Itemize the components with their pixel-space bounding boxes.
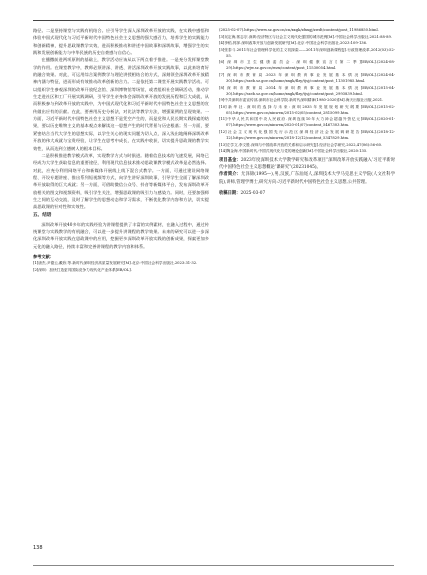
received-value: 2025-03-07 — [240, 190, 266, 196]
reference-item: [10]新华社.深圳的选择与未来:深圳2035年发展规划研究纲要[EB/OL].(2015-02-05).https://www.gov.cn/xinwen/2015-02/05/content_2815099.htm. — [219, 104, 395, 115]
left-column — [33, 27, 209, 273]
body-paragraph: 二是积极推进教学模式改革，实现教学方式与时俱进。随着信息技术的飞速发展，网络已经成为大学生获取信息的重要途径，利用现代信息技术推动思政课教学模式改革是必然选择。对此，应充分利用网络平台和新媒体开展线上线下混合式教学。一方面，可通过建设网络课程、开设专题讲座、推出系列短视频等方式，向学生讲好深圳故事，引导学生全面了解深圳改革开放取得的巨大成就；另一方面，可借助微信公众号、抖音等新媒体平台，发布深圳改革开放相关的图文和视频资料，吸引学生关注，增强思政课的吸引力与感染力。同时，还要加强师生之间的互动交流，及时了解学生的思想动态和学习需求，不断优化教学内容和方法，切实提高思政课的针对性和实效性。 — [33, 152, 209, 210]
footer-rule — [33, 565, 394, 566]
author-label: 作者简介： — [219, 172, 242, 178]
reference-item: [7]深圳市教育局.2023年深圳教育事业发展基本情况[EB/OL].(2024-04-30).https://szeb.sz.gov.cn/home/xxgk/flzy/tjsj/content/post_11301985.html. — [219, 72, 395, 83]
right-column — [219, 27, 395, 201]
reference-item: [14]陶金海,中国新时代,中国式现代化与党的理论创新[M].中国社会科学出版社,2020:135. — [219, 149, 368, 154]
reference-item: [6]深圳市卫生健康委员会.深圳健康宣言[第二季][EB/OL].(2024-08-29).https://wjw.sz.gov.cn/wzx/content/post_11530054.html. — [219, 60, 395, 71]
reference-item: (2025-02-07).https://www.sz.gov.cn/cn/xxgk/zfxxgj/zwdt/content/post_11986850.html. — [219, 28, 379, 32]
section-heading: 五、结语 — [33, 212, 52, 218]
author-text: 尤泽锦(1995—),男,汉族,广东汕尾人,深圳技术大学马克思主义学院(人文社科学院),讲师,管理学博士,研究方向:习近平新时代中国特色社会主义思想,公共管理。 — [219, 172, 396, 185]
fund-label: 项目基金： — [219, 157, 241, 163]
reference-item: [11]中华人民共和国中央人民政府.深圳连续10年大力神会超越外资亿元[EB/OL].(2020-01-07).https://www.gov.cn/xinwen/2020-01/07/content_5467303.htm. — [219, 117, 395, 128]
reference-item: [3]吴定海,郭志宗.深圳:经济特区与社会主义现代化强国的城市范例[M].中国社会科学出版社,2021:88-89. — [219, 34, 392, 39]
reference-item: [12]社会主义现代化强国先行示范区深圳经济社会发展调研报告[EB/OL].(2018-12-12).https://www.gov.cn/xinwen/2018-12/12/content_5347829.htm. — [219, 129, 395, 140]
reference-item: [9]中共深圳市委宣传部,深圳市社会科学院.新时代深圳精神(1980-2020)[M].海天出版社出版,2021. — [219, 98, 384, 103]
received-date — [219, 190, 395, 197]
references-title: 参考文献： — [33, 253, 54, 259]
reference-item: [1]唐杰,尹德云,戴欣.等.新时代深圳经济高质量发展研究[M].北京:中国社会科学出版社,2023:31-32. — [33, 260, 198, 265]
body-paragraph: 在播撒前进两项原则的基础上，教学活动应该从以下两点着手推进。一是充分发挥课堂教学的作用。在课堂教学中，教师必须讲深、讲透、讲活深圳改革开放实践故事，以此来培育好的融合效果。对此，可运用综合案例教学与理论讲授相结合的方式，深刻领会深圳改革开放精神内涵与特征，进而形成有效推动改革创新的合力。二是依托第二课堂开展实践教学活动。可以组织学生参观深圳的改革开放纪念馆、深圳博物馆等场馆，或者组织社会调研活动，推动学生走进社区和工厂开展实践调研，引导学生亲身体会深圳改革开放的发展历程和巨大成就，从而积极参与到改革开放的实践中，为中国式现代化和习近平新时代中国特色社会主义思想的宣传做出应有的贡献。在此，要善用历史分析法，对比法等教学方法，增强案例的呈现效果。一方面，习近平新时代中国特色社会主义思想不是凭空产生的，而是党和人民长期实践探索的结果，要以历史唯物主义的基本观点来解读这一思想产生的时代背景与历史根基；另一方面，要紧密结合当代大学生的思想实际，以学生关心的现实问题为切入点，深入浅出地阐释深圳改革开放的伟大成就与宝贵经验，让学生在思考中成长，在实践中收获，切实提升思政课的教学实效性，从而达到立德树人的根本目标。 — [33, 57, 209, 151]
reference-item: [8]深圳市教育局.2014年深圳教育事业发展基本情况[EB/OL].(2015-04-30).https://szeb.sz.gov.cn/home/xxgk/flzy/tjsj/content/post_2993839.html. — [219, 85, 395, 96]
fund-note — [219, 157, 395, 172]
fund-text: 2023年度深圳技术大学教学研究和改革项目“深圳改革开放实践融入‘习近平新时代中国特色社会主义思想概论’课研究”(20231045)。 — [219, 157, 396, 171]
conclusion-paragraph: 深圳改革开放40多年的实践经验为讲课程提供了丰富的实例素材，在融入过程中，通过传统课堂与实践教学的有机融合，可以进一步提升讲课程的教学效果。未来的研究可以进一步深化深圳改革开放实践在思政课中的应用，挖掘更多深圳改革开放实践的创新成果，探索更加多元化的融入路径，持续丰富和完善讲课程的教学内容和体系。 — [33, 221, 209, 249]
author-note — [219, 171, 395, 186]
reference-item: [2]深圳：加快打造更具国际竞争力现代化产业体系[EB/OL]. — [33, 267, 132, 272]
reference-item: [5]张泰斗.2011年社会管理科学化的主义初探索——2011年深圳创新课程[J].行政管理改革,2012(03):52-55. — [219, 47, 395, 58]
reference-item: [13]左学文,李文胜.深圳与中国改革开放的关系和启示研究[J].经济社会学研究,2022,47(06):56-60. — [219, 142, 383, 147]
received-label: 收稿日期： — [219, 190, 241, 196]
page-number: 138 — [33, 545, 43, 551]
body-paragraph: 路径。二是坚持课堂与实践有机结合。应引导学生深入深圳改革开放的实践，在实践中感悟和体验中国式现代化与习近平新时代中国特色社会主义思想的强大感召力，培养学生的实践能力和创新精神，提升思政课教学实效，进而积极推动和讲述中国故事和深圳故事，增强学生的实践和发展创新能力与中华民族的历史自豪感与自信心。 — [33, 28, 209, 56]
reference-item: [4]李稻,郭萍.深圳改革开放与创新发展研究[M].北京:中国社会科学出版社,2023:109-136. — [219, 41, 368, 46]
header-rule — [33, 20, 394, 21]
